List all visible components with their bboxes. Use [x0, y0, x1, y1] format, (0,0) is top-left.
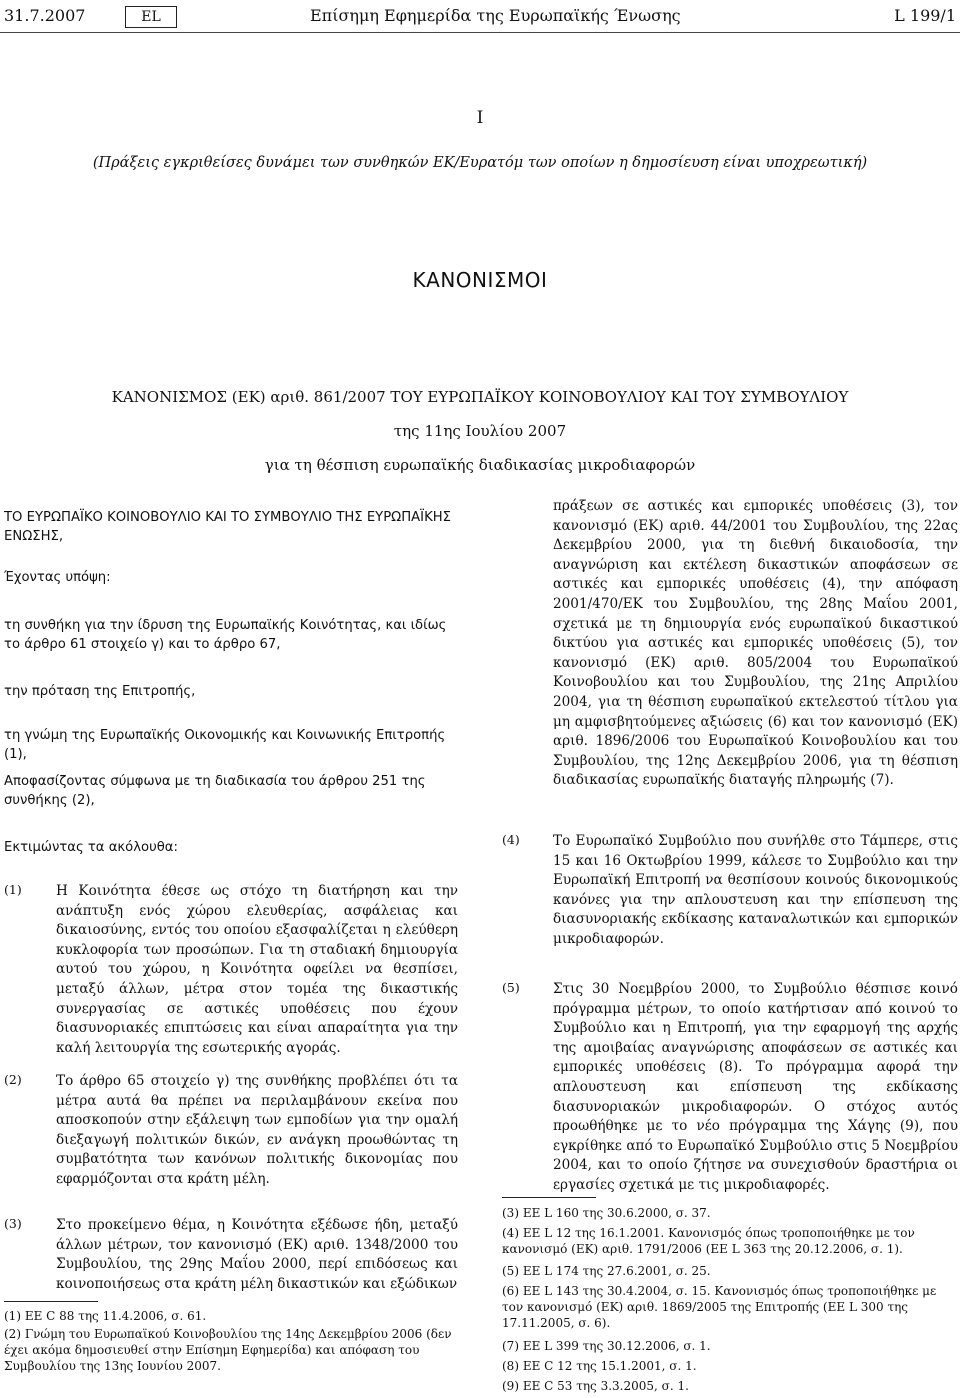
preamble-having-regard: Έχοντας υπόψη: — [4, 570, 111, 585]
recital-text: Το άρθρο 65 στοιχείο γ) της συνθήκης προβλέπει ότι τα μέτρα αυτά θα πρέπει να περιλαμβάνουν εκείνα που αποσκοπούν στην εξάλειψη των εμποδίων για την ομαλή διεξαγωγή πολιτικών δικών, εν ανάγκη προωθώντας τη συμβατότητα των κανόνων πολιτικής δικονομίας που εφαρμόζονται στα κράτη μέλη. — [56, 1073, 458, 1187]
page-header — [0, 6, 960, 30]
footnote-2: (2) Γνώμη του Ευρωπαϊκού Κοινοβουλίου της 14ης Δεκεμβρίου 2006 (δεν έχει ακόμα δημοσιευθεί στην Επίσημη Εφημερίδα) και απόφαση του Συμβουλίου της 13ης Ιουνίου 2007. — [4, 1327, 452, 1373]
acts-note: (Πράξεις εγκριθείσες δυνάμει των συνθηκών ΕΚ/Ευρατόμ των οποίων η δημοσίευση είναι υποχρεωτική) — [92, 155, 868, 171]
journal-title: Επίσημη Εφημερίδα της Ευρωπαϊκής Ένωσης — [310, 6, 681, 25]
section-heading: ΚΑΝΟΝΙΣΜΟΙ — [412, 268, 548, 292]
recital-1 — [4, 882, 458, 1062]
part-numeral: I — [476, 108, 484, 128]
recital-number: (3) — [4, 1216, 22, 1231]
header-date: 31.7.2007 — [4, 6, 86, 25]
recital-number: (4) — [502, 832, 520, 847]
page-number: L 199/1 — [894, 6, 956, 25]
recital-2 — [4, 1072, 458, 1192]
footnote-1: (1) ΕΕ C 88 της 11.4.2006, σ. 61. — [4, 1309, 207, 1323]
preamble-treaty: τη συνθήκη για την ίδρυση της Ευρωπαϊκής Κοινότητας, και ιδίως το άρθρο 61 στοιχείο γ) και το άρθρο 67, — [4, 618, 447, 652]
recital-number: (2) — [4, 1072, 22, 1087]
footnote-3: (3) ΕΕ L 160 της 30.6.2000, σ. 37. — [502, 1206, 711, 1220]
preamble-proposal: την πρόταση της Επιτροπής, — [4, 684, 196, 699]
footnote-divider — [502, 1197, 596, 1198]
footnote-4: (4) ΕΕ L 12 της 16.1.2001. Κανονισμός όπως τροποποιήθηκε με τον κανονισμό (ΕΚ) αριθ. 1791/2006 (ΕΕ L 363 της 20.12.2006, σ. 1). — [502, 1226, 915, 1256]
recital-3 — [4, 1216, 458, 1298]
recital-text: Στο προκείμενο θέμα, η Κοινότητα εξέδωσε ήδη, μεταξύ άλλων μέτρων, τον κανονισμό (ΕΚ) αριθ. 1348/2000 του Συμβουλίου, της 29ης Μαΐου 2000, περί επιδόσεως και κοινοποιήσεως στα κράτη μέλη δικαστικών και εξώδικων — [56, 1217, 458, 1292]
footnote-7: (7) ΕΕ L 399 της 30.12.2006, σ. 1. — [502, 1339, 711, 1353]
footnote-9: (9) ΕΕ C 53 της 3.3.2005, σ. 1. — [502, 1379, 689, 1393]
preamble-institutions: ΤΟ ΕΥΡΩΠΑΪΚΟ ΚΟΙΝΟΒΟΥΛΙΟ ΚΑΙ ΤΟ ΣΥΜΒΟΥΛΙΟ ΤΗΣ ΕΥΡΩΠΑΪΚΗΣ ΕΝΩΣΗΣ, — [4, 510, 451, 544]
recital-text: Η Κοινότητα έθεσε ως στόχο τη διατήρηση και την ανάπτυξη ενός χώρου ελευθερίας, ασφάλειας και δικαιοσύνης, εντός του οποίου εξασφαλίζεται η ελεύθερη κυκλοφορία των προσώπων. Για τη σταδιακή δημιουργία αυτού του χώρου, η Κοινότητα οφείλει να θεσπίσει, μεταξύ άλλων, μέτρα στον τομέα της δικαστικής συνεργασίας σε αστικές υποθέσεις που έχουν διασυνοριακές επιπτώσεις και είναι απαραίτητα για την καλή λειτουργία της εσωτερικής αγοράς. — [56, 883, 458, 1056]
preamble-opinion: τη γνώμη της Ευρωπαϊκής Οικονομικής και Κοινωνικής Επιτροπής (1), — [4, 728, 446, 762]
recital-text: Το Ευρωπαϊκό Συμβούλιο που συνήλθε στο Τάμπερε, στις 15 και 16 Οκτωβρίου 1999, κάλεσε το Συμβούλιο και την Ευρωπαϊκή Επιτροπή να θεσπίσουν κοινούς δικονομικούς κανόνες για την απλουστευση και την επίσπευση της διασυνοριακής εκδίκασης καταναλωτικών και εμπορικών μικροδιαφορών. — [553, 833, 958, 947]
footnote-5: (5) ΕΕ L 174 της 27.6.2001, σ. 25. — [502, 1264, 711, 1278]
preamble-procedure: Αποφασίζοντας σύμφωνα με τη διαδικασία του άρθρου 251 της συνθήκης (2), — [4, 774, 426, 808]
footnote-8: (8) ΕΕ C 12 της 15.1.2001, σ. 1. — [502, 1359, 697, 1373]
recital-3-continued: πράξεων σε αστικές και εμπορικές υποθέσεις (3), τον κανονισμό (ΕΚ) αριθ. 44/2001 του Συμβουλίου, της 22ας Δεκεμβρίου 2000, για τη διεθνή δικαιοδοσία, την αναγνώριση και εκτέλεση δικαστικών αποφάσεων σε αστικές και εμπορικές υποθέσεις (4), την απόφαση 2001/470/ΕΚ του Συμβουλίου, της 28ης Μαΐου 2001, σχετικά με τη δημιουργία ενός ευρωπαϊκού δικαστικού δικτύου για αστικές και εμπορικές υποθέσεις (5), τον κανονισμό (ΕΚ) αριθ. 805/2004 του Ευρωπαϊκού Κοινοβουλίου και του Συμβουλίου, της 21ης Απριλίου 2004, για τη θέσπιση ευρωπαϊκού εκτελεστού τίτλου για μη αμφισβητούμενες αξιώσεις (6) και τον κανονισμό (ΕΚ) αριθ. 1896/2006 του Ευρωπαϊκού Κοινοβουλίου και του Συμβουλίου, της 12ης Δεκεμβρίου 2006, για τη θέσπιση διαδικασίας ευρωπαϊκής διαταγής πληρωμής (7). — [553, 498, 958, 789]
recital-number: (5) — [502, 980, 520, 995]
regulation-title: ΚΑΝΟΝΙΣΜΟΣ (ΕΚ) αριθ. 861/2007 ΤΟΥ ΕΥΡΩΠΑΪΚΟΥ ΚΟΙΝΟΒΟΥΛΙΟΥ ΚΑΙ ΤΟΥ ΣΥΜΒΟΥΛΙΟΥ — [111, 388, 849, 406]
recital-4 — [502, 832, 958, 952]
header-divider — [0, 32, 960, 33]
regulation-purpose: για τη θέσπιση ευρωπαϊκής διαδικασίας μικροδιαφορών — [264, 456, 696, 474]
footnote-divider — [4, 1301, 98, 1302]
recital-number: (1) — [4, 882, 22, 897]
recital-5 — [502, 980, 958, 1193]
regulation-date: της 11ης Ιουλίου 2007 — [393, 422, 567, 440]
footnote-6: (6) ΕΕ L 143 της 30.4.2004, σ. 15. Κανονισμός όπως τροποποιήθηκε με τον κανονισμό (ΕΚ) αριθ. 1869/2005 της Επιτροπής (ΕΕ L 300 της 17.11.2005, σ. 6). — [502, 1284, 937, 1330]
language-box: EL — [125, 6, 177, 28]
recital-text: Στις 30 Νοεμβρίου 2000, το Συμβούλιο θέσπισε κοινό πρόγραμμα μέτρων, το οποίο κατήρτισαν από κοινού το Συμβούλιο και η Επιτροπή, για την εφαρμογή της αρχής της αμοιβαίας αναγνώρισης αποφάσεων σε αστικές και εμπορικές υποθέσεις (8). Το πρόγραμμα αφορά την απλουστευση και επίσπευση της εκδίκασης διασυνοριακών μικροδιαφορών. Ο στόχος αυτός προωθήθηκε με το νέο πρόγραμμα της Χάγης (9), που εγκρίθηκε από το Ευρωπαϊκό Συμβούλιο στις 5 Νοεμβρίου 2004, και το οποίο ζήτησε να συνεχισθούν δραστήρια οι εργασίες σχετικά με τις μικροδιαφορές. — [553, 981, 958, 1193]
preamble-whereas: Εκτιμώντας τα ακόλουθα: — [4, 840, 178, 855]
